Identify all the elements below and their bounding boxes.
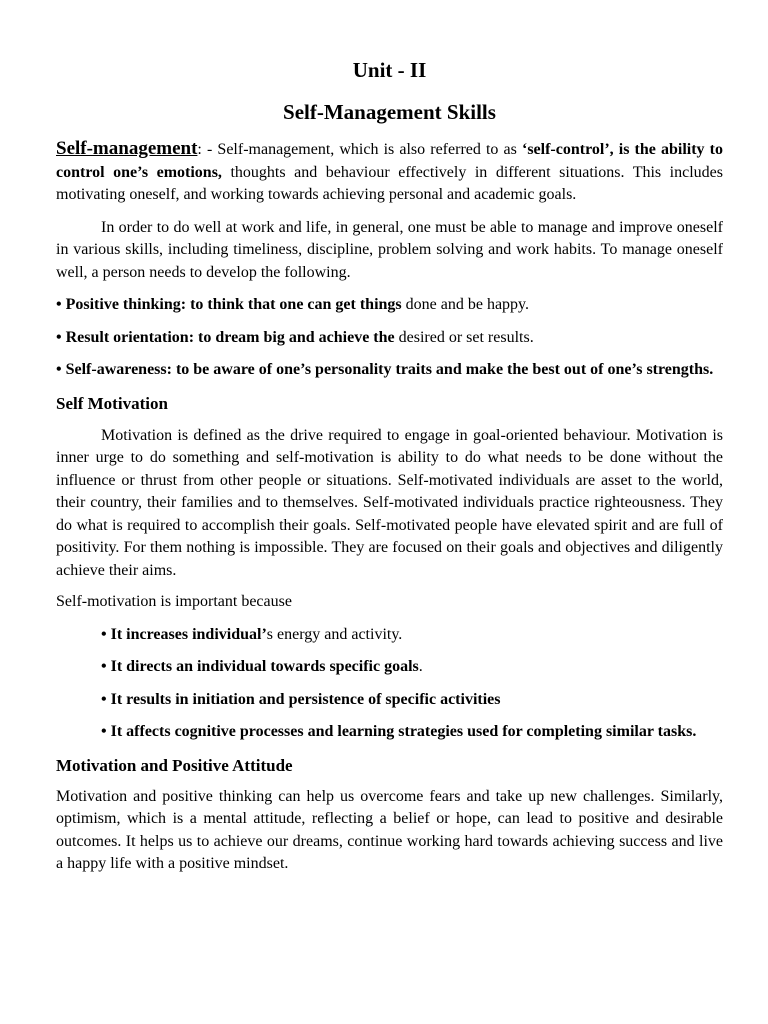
- reason-bullet-rest: s energy and activity.: [266, 625, 403, 643]
- positive-attitude-heading: Motivation and Positive Attitude: [56, 755, 293, 775]
- reason-bullet: [56, 624, 723, 647]
- intro-bold: ‘self-control’, is the ability to control one’s emotions,: [56, 141, 723, 181]
- reason-bullet-bold: • It affects cognitive processes and learning strategies used for completing similar tasks.: [101, 723, 697, 740]
- skill-bullet-rest: done and be happy.: [401, 296, 530, 313]
- skill-bullet-rest: desired or set results.: [394, 328, 534, 346]
- page-title: Self-Management Skills: [283, 100, 496, 124]
- skill-bullet-bold: • Result orientation: to dream big and achieve the: [56, 328, 395, 346]
- reason-bullet-bold: • It results in initiation and persistence of specific activities: [101, 690, 501, 708]
- self-motivation-lead: Self-motivation is important because: [56, 593, 292, 610]
- self-motivation-paragraph: Motivation is defined as the drive required to engage in goal-oriented behaviour. Motivation is inner urge to do something and self-motivation is ability to do what needs to be done without the influence or thrust from other people or situations. Self-motivated individuals are asset to the world, their country, their families and to themselves. Self-motivated individuals practice righteousness. They do what is required to accomplish their goals. Self-motivated people have elevated spirit and are full of positivity. For them nothing is impossible. They are focused on their goals and objectives and diligently achieve their aims.: [56, 426, 723, 579]
- unit-heading: Unit - II: [352, 58, 427, 82]
- paragraph-2: In order to do well at work and life, in general, one must be able to manage and improve oneself in various skills, including timeliness, discipline, problem solving and work habits. To manage oneself well, a person needs to develop the following.: [56, 218, 723, 281]
- positive-attitude-paragraph: Motivation and positive thinking can help us overcome fears and take up new challenges. Similarly, optimism, which is a mental attitude, reflecting a belief or hope, can lead to positive and desirable outcomes. It helps us to achieve our dreams, continue working hard towards achieving success and live a happy life with a positive mindset.: [56, 787, 723, 872]
- reason-bullet: [56, 721, 723, 744]
- self-motivation-heading: Self Motivation: [56, 393, 168, 413]
- intro-term: Self-management: [56, 138, 198, 159]
- reason-bullet: [56, 689, 723, 712]
- intro-rest: thoughts and behaviour effectively in different situations. This includes motivating oneself, and working towards achieving personal and academic goals.: [56, 163, 724, 203]
- reason-bullet-bold: • It increases individual’: [101, 625, 267, 643]
- skill-bullet-bold: • Self-awareness: to be aware of one’s personality traits and make the best out of one’s strengths.: [56, 361, 714, 378]
- skill-bullet: [56, 294, 723, 317]
- skill-bullet-bold: • Positive thinking: to think that one can get things: [56, 296, 402, 313]
- reason-bullet-rest: .: [418, 658, 423, 675]
- intro-lead: : - Self-management, which is also referred to as: [197, 141, 522, 158]
- intro-paragraph: [56, 138, 723, 207]
- skill-bullet: [56, 359, 723, 382]
- reason-bullet: [56, 656, 723, 679]
- reason-bullet-bold: • It directs an individual towards specific goals: [101, 658, 419, 675]
- skill-bullet: [56, 327, 723, 350]
